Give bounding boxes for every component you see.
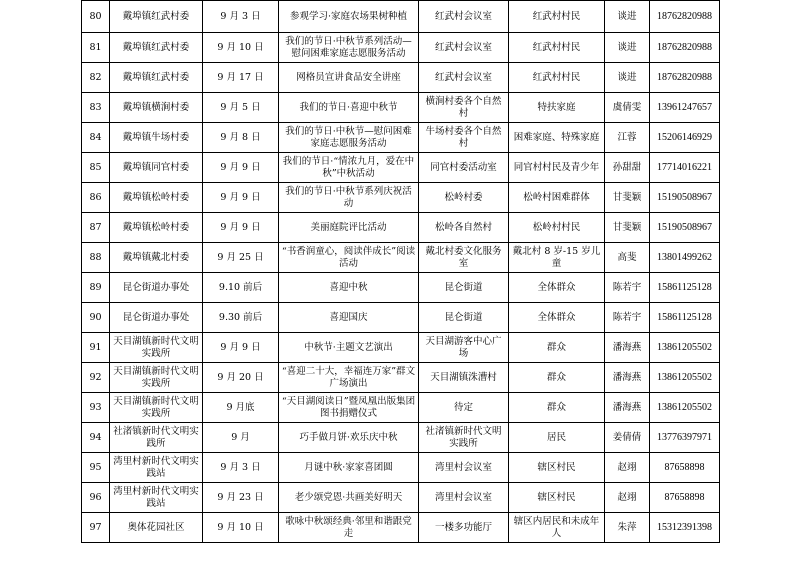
cell-date: 9 月 10 日: [203, 513, 279, 543]
cell-place: 昆仑街道: [419, 273, 509, 303]
cell-activity: 老少颂党恩·共画美好明天: [279, 483, 419, 513]
cell-date: 9 月 3 日: [203, 453, 279, 483]
cell-phone: 18762820988: [650, 33, 720, 63]
cell-date: 9.10 前后: [203, 273, 279, 303]
cell-target: 群众: [509, 363, 605, 393]
cell-date: 9.30 前后: [203, 303, 279, 333]
table-row: [82, 363, 720, 393]
cell-place: 社渚镇新时代文明实践所: [419, 423, 509, 453]
table-row: [82, 183, 720, 213]
cell-no: 94: [82, 423, 110, 453]
cell-org: 湾里村新时代文明实践站: [110, 453, 203, 483]
cell-phone: 13961247657: [650, 93, 720, 123]
cell-contact: 高斐: [605, 243, 650, 273]
cell-activity: 美丽庭院评比活动: [279, 213, 419, 243]
cell-activity: 我们的节日·喜迎中秋节: [279, 93, 419, 123]
cell-place: 湾里村会议室: [419, 483, 509, 513]
cell-no: 85: [82, 153, 110, 183]
cell-activity: “书香润童心，阅读伴成长”阅读活动: [279, 243, 419, 273]
table-row: [82, 123, 720, 153]
cell-place: 松岭各自然村: [419, 213, 509, 243]
cell-date: 9 月 9 日: [203, 213, 279, 243]
cell-no: 90: [82, 303, 110, 333]
cell-contact: 赵翊: [605, 483, 650, 513]
table-row: [82, 333, 720, 363]
cell-contact: 潘海燕: [605, 333, 650, 363]
cell-org: 戴埠镇横涧村委: [110, 93, 203, 123]
cell-contact: 谈进: [605, 63, 650, 93]
cell-place: 一楼多功能厅: [419, 513, 509, 543]
cell-org: 戴埠镇红武村委: [110, 33, 203, 63]
table-row: [82, 273, 720, 303]
cell-date: 9 月 5 日: [203, 93, 279, 123]
activity-table: [81, 0, 720, 543]
cell-org: 奥体花园社区: [110, 513, 203, 543]
cell-org: 戴埠镇牛场村委: [110, 123, 203, 153]
cell-no: 93: [82, 393, 110, 423]
cell-date: 9 月: [203, 423, 279, 453]
cell-place: 同官村委活动室: [419, 153, 509, 183]
cell-no: 88: [82, 243, 110, 273]
cell-target: 居民: [509, 423, 605, 453]
cell-no: 92: [82, 363, 110, 393]
cell-target: 红武村村民: [509, 1, 605, 33]
cell-phone: 13776397971: [650, 423, 720, 453]
cell-org: 戴埠镇红武村委: [110, 1, 203, 33]
cell-place: 天目湖镇洙漕村: [419, 363, 509, 393]
cell-org: 社渚镇新时代文明实践所: [110, 423, 203, 453]
cell-activity: 我们的节日·中秋节—慰问困难家庭志愿服务活动: [279, 123, 419, 153]
cell-date: 9 月 17 日: [203, 63, 279, 93]
table-row: [82, 483, 720, 513]
cell-target: 戴北村 8 岁-15 岁儿童: [509, 243, 605, 273]
cell-activity: 巧手做月饼·欢乐庆中秋: [279, 423, 419, 453]
cell-contact: 朱萍: [605, 513, 650, 543]
cell-no: 80: [82, 1, 110, 33]
cell-activity: 喜迎国庆: [279, 303, 419, 333]
cell-phone: 15312391398: [650, 513, 720, 543]
cell-phone: 13861205502: [650, 363, 720, 393]
cell-no: 84: [82, 123, 110, 153]
cell-place: 湾里村会议室: [419, 453, 509, 483]
cell-activity: 我们的节日·中秋节系列活动—慰问困难家庭志愿服务活动: [279, 33, 419, 63]
cell-place: 戴北村委文化服务室: [419, 243, 509, 273]
cell-contact: 潘海燕: [605, 393, 650, 423]
cell-no: 86: [82, 183, 110, 213]
cell-contact: 谈进: [605, 1, 650, 33]
cell-target: 困难家庭、特殊家庭: [509, 123, 605, 153]
cell-org: 戴埠镇同官村委: [110, 153, 203, 183]
table-body: [82, 1, 720, 543]
cell-phone: 87658898: [650, 483, 720, 513]
cell-activity: 喜迎中秋: [279, 273, 419, 303]
cell-target: 辖区村民: [509, 483, 605, 513]
table-row: [82, 213, 720, 243]
cell-phone: 13861205502: [650, 393, 720, 423]
cell-org: 戴埠镇红武村委: [110, 63, 203, 93]
cell-place: 天目湖游客中心广场: [419, 333, 509, 363]
cell-contact: 甘斐颖: [605, 213, 650, 243]
cell-activity: 中秋节·主题文艺演出: [279, 333, 419, 363]
cell-activity: 月谜中秋·家家喜团圆: [279, 453, 419, 483]
cell-contact: 孙甜甜: [605, 153, 650, 183]
cell-contact: 姜倩倩: [605, 423, 650, 453]
table-row: [82, 153, 720, 183]
cell-target: 松岭村困难群体: [509, 183, 605, 213]
cell-date: 9 月 8 日: [203, 123, 279, 153]
cell-date: 9 月 23 日: [203, 483, 279, 513]
cell-target: 辖区村民: [509, 453, 605, 483]
cell-place: 红武村会议室: [419, 33, 509, 63]
cell-date: 9 月 9 日: [203, 183, 279, 213]
cell-org: 昆仑街道办事处: [110, 273, 203, 303]
cell-org: 戴埠镇松岭村委: [110, 213, 203, 243]
cell-place: 昆仑街道: [419, 303, 509, 333]
cell-no: 82: [82, 63, 110, 93]
cell-activity: 网格员宣讲食品安全讲座: [279, 63, 419, 93]
cell-date: 9 月 9 日: [203, 333, 279, 363]
cell-phone: 17714016221: [650, 153, 720, 183]
cell-contact: 谈进: [605, 33, 650, 63]
cell-org: 昆仑街道办事处: [110, 303, 203, 333]
cell-place: 待定: [419, 393, 509, 423]
cell-target: 红武村村民: [509, 33, 605, 63]
table-row: [82, 243, 720, 273]
cell-contact: 陈若宇: [605, 273, 650, 303]
cell-phone: 15206146929: [650, 123, 720, 153]
cell-phone: 15190508967: [650, 213, 720, 243]
cell-org: 戴埠镇戴北村委: [110, 243, 203, 273]
cell-org: 天目湖镇新时代文明实践所: [110, 393, 203, 423]
cell-org: 天目湖镇新时代文明实践所: [110, 333, 203, 363]
cell-target: 群众: [509, 333, 605, 363]
cell-org: 天目湖镇新时代文明实践所: [110, 363, 203, 393]
cell-date: 9 月 10 日: [203, 33, 279, 63]
table-row: [82, 423, 720, 453]
cell-place: 红武村会议室: [419, 1, 509, 33]
cell-contact: 虞倩雯: [605, 93, 650, 123]
cell-place: 红武村会议室: [419, 63, 509, 93]
table-row: [82, 393, 720, 423]
cell-phone: 13801499262: [650, 243, 720, 273]
cell-no: 83: [82, 93, 110, 123]
table-row: [82, 513, 720, 543]
cell-activity: 我们的节日·中秋节系列庆祝活动: [279, 183, 419, 213]
cell-target: 同官村村民及青少年: [509, 153, 605, 183]
cell-no: 91: [82, 333, 110, 363]
cell-date: 9 月 25 日: [203, 243, 279, 273]
cell-no: 89: [82, 273, 110, 303]
cell-no: 81: [82, 33, 110, 63]
cell-target: 全体群众: [509, 303, 605, 333]
cell-no: 95: [82, 453, 110, 483]
cell-target: 松岭村村民: [509, 213, 605, 243]
cell-org: 戴埠镇松岭村委: [110, 183, 203, 213]
table-row: [82, 93, 720, 123]
cell-activity: “天目湖阅读日”暨凤凰出版集团图书捐赠仪式: [279, 393, 419, 423]
cell-place: 横涧村委各个自然村: [419, 93, 509, 123]
cell-target: 全体群众: [509, 273, 605, 303]
cell-no: 87: [82, 213, 110, 243]
table-row: [82, 63, 720, 93]
cell-contact: 潘海燕: [605, 363, 650, 393]
cell-target: 红武村村民: [509, 63, 605, 93]
cell-activity: 参观学习·家庭农场果树种植: [279, 1, 419, 33]
cell-phone: 18762820988: [650, 1, 720, 33]
cell-date: 9 月 3 日: [203, 1, 279, 33]
table-row: [82, 303, 720, 333]
cell-contact: 甘斐颖: [605, 183, 650, 213]
cell-phone: 15190508967: [650, 183, 720, 213]
cell-contact: 陈若宇: [605, 303, 650, 333]
table-row: [82, 1, 720, 33]
cell-phone: 15861125128: [650, 273, 720, 303]
cell-phone: 13861205502: [650, 333, 720, 363]
cell-date: 9 月 20 日: [203, 363, 279, 393]
cell-date: 9 月底: [203, 393, 279, 423]
cell-phone: 18762820988: [650, 63, 720, 93]
cell-date: 9 月 9 日: [203, 153, 279, 183]
cell-target: 辖区内居民和未成年人: [509, 513, 605, 543]
cell-activity: 歌咏中秋颂经典·邻里和谐跟党走: [279, 513, 419, 543]
table-row: [82, 453, 720, 483]
cell-place: 松岭村委: [419, 183, 509, 213]
cell-target: 特扶家庭: [509, 93, 605, 123]
cell-phone: 15861125128: [650, 303, 720, 333]
cell-activity: “喜迎二十大，幸福连万家”群文广场演出: [279, 363, 419, 393]
cell-place: 牛场村委各个自然村: [419, 123, 509, 153]
cell-org: 湾里村新时代文明实践站: [110, 483, 203, 513]
cell-contact: 江蓉: [605, 123, 650, 153]
cell-phone: 87658898: [650, 453, 720, 483]
cell-no: 96: [82, 483, 110, 513]
table-row: [82, 33, 720, 63]
cell-target: 群众: [509, 393, 605, 423]
cell-contact: 赵翊: [605, 453, 650, 483]
cell-activity: 我们的节日·“情浓九月，爱在中秋”中秋活动: [279, 153, 419, 183]
cell-no: 97: [82, 513, 110, 543]
